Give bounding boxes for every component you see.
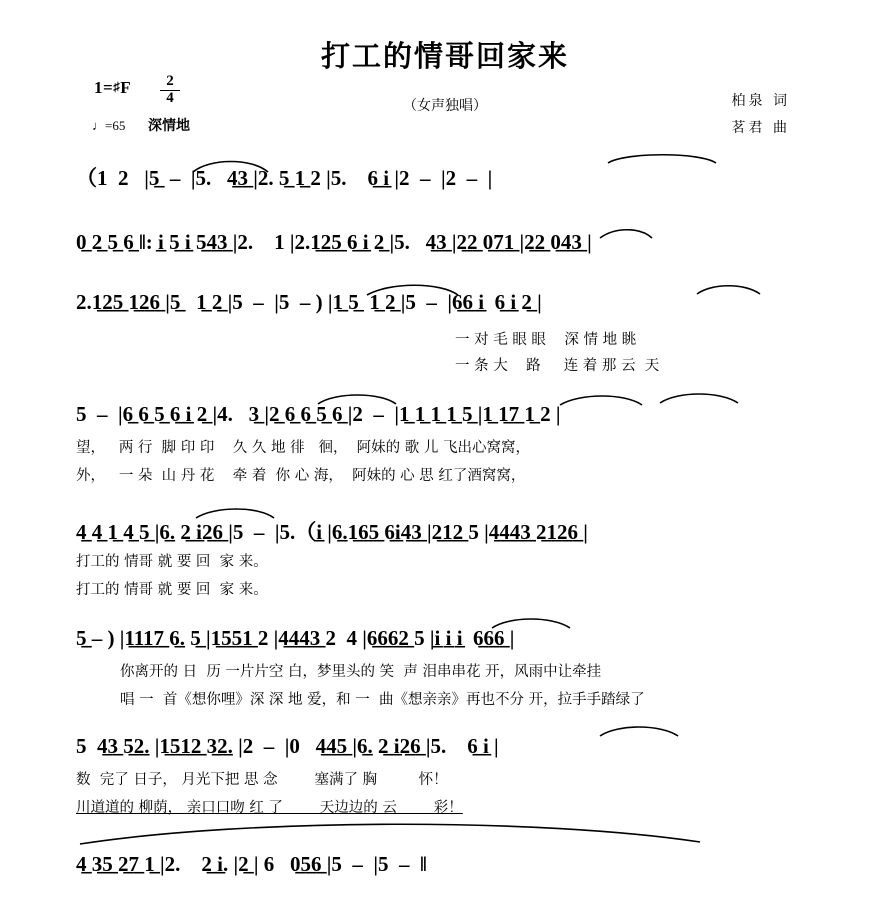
- system-5-notes: 4̲ 4̲ 1̲ 4̲ 5̲ |6̲. 2̲ i̲2̲6̲ |5 – |5.（i̲ |6̲.1̲6̲5̲ 6̲i̲4̲3̲ |2̲1̲2̲ 5 |4̲4̲4̲3̲ 2̲1̲2̲6̲ |: [76, 520, 588, 544]
- system-5-lyrics-verse-2: 打工的 情哥 就 要 回 家 来。: [76, 582, 268, 598]
- subtitle: （女声独唱）: [403, 98, 487, 114]
- expression-marking: 深情地: [148, 118, 190, 134]
- key-letter: F: [120, 78, 132, 97]
- system-3-lyrics-verse-1: 一 对 毛 眼 眼 深 情 地 眺: [455, 332, 637, 348]
- system-6-lyrics-verse-1: 你离开的 日 历 一片片空 白，梦里头的 笑 声 泪串串花 开，风雨中让牵挂: [120, 664, 602, 680]
- system-4-lyrics-verse-1: 望， 两 行 脚 印 印 久 久 地 徘 徊， 阿妹的 歌 儿 飞出心窝窝，: [76, 440, 531, 456]
- composer-credit: 茗君 曲: [731, 119, 790, 136]
- system-5-lyrics-verse-1: 打工的 情哥 就 要 回 家 来。: [76, 554, 268, 570]
- system-3-notes: 2.1̲2̲5̲ 1̲2̲6̲ |5̲ 1̲ 2̲ |5 – |5 – ) |1̲ 5̲ 1̲ 2̲ |5 – |6̲6̲ i̲ 6̲ i̲ 2̲ |: [76, 290, 542, 314]
- tempo-marking: ♩=65: [92, 118, 126, 133]
- system-7-lyrics-verse-2: 川道道的 柳荫， 亲口口吻 红 了 天边边的 云 彩！: [76, 800, 463, 816]
- system-2-notes: 0̲ 2̲ 5̲ 6̲ ‖: i̲ 5̲ i̲ 5̲4̲3̲ |2. 1 |2.1̲2̲5̲ 6̲ i̲ 2̲ |5. 4̲3̲ |2̲2̲ 0̲7̲1̲ |2̲2̲ 0̲4̲3̲ |: [76, 230, 592, 254]
- system-3-lyrics-verse-2: 一 条 大 路 连 着 那 云 天: [455, 358, 660, 374]
- system-8-notes: 4̲ 3̲5̲ 2̲7̲ 1̲ |2. 2̲ i̲. |2̲ | 6 0̲5̲6̲ |5 – |5 – ‖: [76, 852, 427, 876]
- system-7-notes: 5 4̲3̲ 5̲2̲. |1̲5̲1̲2̲ 3̲2̲. |2 – |0 4̲4̲5̲ |6̲. 2̲ i̲2̲6̲ |5. 6̲ i̲ |: [76, 734, 499, 758]
- lyricist-credit: 柏泉 词: [731, 93, 790, 109]
- system-7-lyrics-verse-1: 数 完了 日子， 月光下把 思 念 塞满了 胸 怀！: [76, 772, 448, 788]
- time-signature-numerator: 2: [166, 73, 174, 89]
- system-4-lyrics-verse-2: 外， 一 朵 山 丹 花 牵 着 你 心 海， 阿妹的 心 思 红了酒窝窝，: [76, 468, 526, 484]
- credits: [732, 88, 790, 141]
- page-title: 打工的情哥回家来: [320, 39, 569, 73]
- system-6-lyrics-verse-2: 唱 一 首《想你哩》深 深 地 爱，和 一 曲《想亲亲》再也不分 开，拉手手踏绿了: [120, 692, 645, 708]
- time-signature-denominator: 4: [160, 90, 180, 107]
- key-signature-prefix: 1=: [94, 78, 114, 97]
- key-accidental: ♯: [113, 79, 121, 94]
- system-4-notes: 5 – |6̲ 6̲ 5̲ 6̲ i̲ 2̲ |4. 3̲ |2̲ 6̲ 6̲ 5̲ 6̲ |2 – |1̲ 1̲ 1̲ 1̲ 5̲ |1̲ 1̲7̲ 1̲ 2 |: [76, 402, 561, 426]
- system-6-notes: 5̲ – ) |1̲1̲1̲7̲ 6̲. 5̲ |1̲5̲5̲1̲ 2 |4̲4̲4̲3̲ 2 4 |6̲6̲6̲2̲ 5 |i̲ i̲ i̲ 6̲6̲6̲ |: [76, 626, 515, 650]
- system-1-notes: （1 2 |5̲ – |5. 4̲3̲ |2. 5̲ 1̲ 2 |5. 6̲ i̲ |2 – |2 – |: [76, 166, 493, 190]
